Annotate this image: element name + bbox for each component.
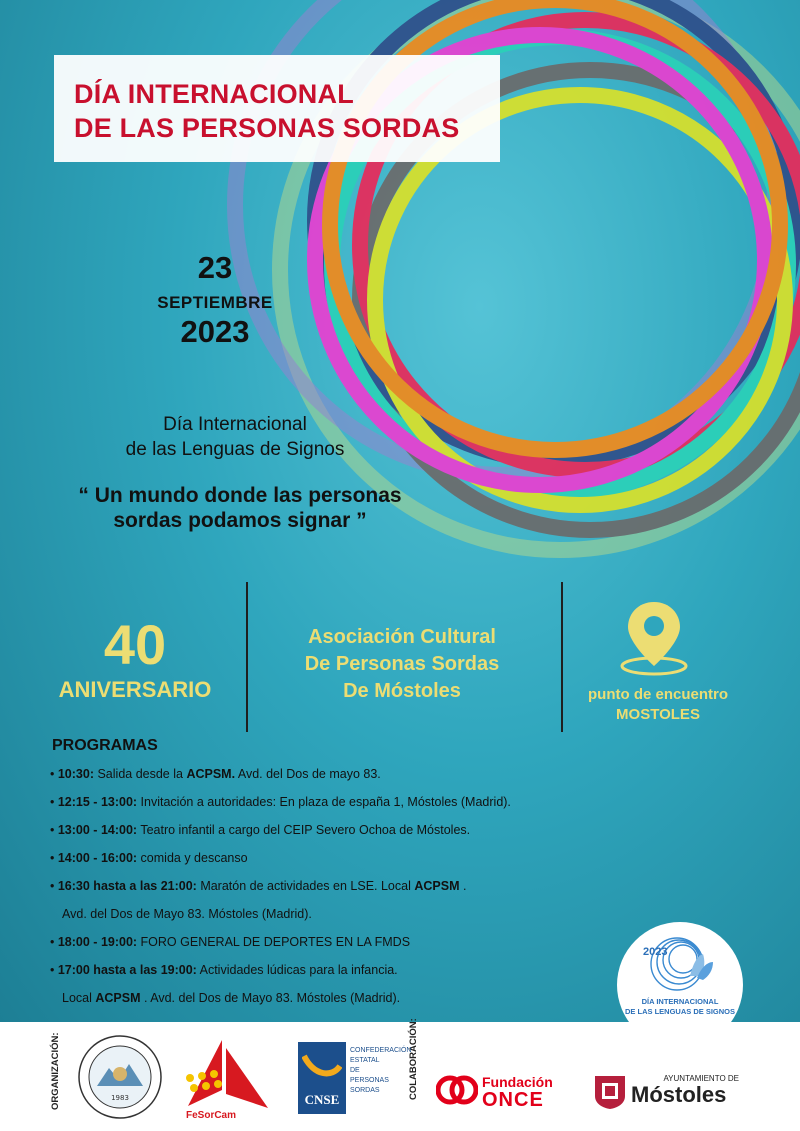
- event-name-line-2: de las Lenguas de Signos: [125, 439, 345, 460]
- motto-line-2: sordas podamos signar ”: [113, 509, 367, 532]
- badge-spiral-icon: [635, 930, 725, 992]
- program-item: • 18:00 - 19:00: FORO GENERAL DE DEPORTES EN LA FMDS: [50, 935, 411, 949]
- anniversary-label: ANIVERSARIO: [58, 677, 212, 702]
- cnse-subtitle-line-2: DE PERSONAS SORDAS: [350, 1067, 389, 1094]
- program-item-continuation: [50, 989, 610, 1007]
- anniversary-number: 40: [103, 613, 167, 676]
- program-item-text-2: .: [459, 879, 467, 893]
- program-item-text: Invitación a autoridades: En plaza de españa 1, Móstoles (Madrid).: [137, 795, 511, 809]
- title-line-2: DE LAS PERSONAS SORDAS: [74, 113, 460, 143]
- program-item: • 17:00 hasta a las 19:00: Actividades lúdicas para la infancia. Local ACPSM . Avd. del Dos de Mayo 83. Móstoles (Madrid).: [50, 961, 610, 1007]
- program-item: • 10:30: Salida desde la ACPSM. Avd. del Dos de mayo 83.: [50, 767, 381, 781]
- fesorcam-logo: [178, 1038, 273, 1120]
- program-item: • 12:15 - 13:00: Invitación a autoridades: En plaza de españa 1, Móstoles (Madrid).: [50, 795, 511, 809]
- mostoles-line-2: Móstoles: [631, 1082, 727, 1107]
- program-item: • 13:00 - 14:00: Teatro infantil a cargo del CEIP Severo Ochoa de Móstoles.: [50, 823, 471, 837]
- program-item-time: 14:00 - 16:00:: [57, 851, 138, 865]
- program-item-text: FORO GENERAL DE DEPORTES EN LA FMDS: [137, 935, 411, 949]
- once-line-1: Fundación: [482, 1074, 553, 1090]
- program-item-text-2: Avd. del Dos de mayo 83.: [235, 767, 381, 781]
- program-item-text: comida y descanso: [137, 851, 248, 865]
- program-item-cont-post: . Avd. del Dos de Mayo 83. Móstoles (Madrid).: [140, 991, 401, 1005]
- cnse-logo: [298, 1042, 412, 1114]
- program-item-text: Actividades lúdicas para la infancia.: [196, 963, 398, 977]
- location-pin-icon: [618, 598, 690, 678]
- program-item-time: 17:00 hasta a las 19:00:: [57, 963, 197, 977]
- program-item: • 14:00 - 16:00: comida y descanso: [50, 851, 248, 865]
- divider-right: [561, 582, 563, 732]
- program-item-time: 10:30:: [57, 767, 94, 781]
- divider-left: [246, 582, 248, 732]
- program-item-cont-pre: Local: [62, 991, 96, 1005]
- program-item-continuation: Avd. del Dos de Mayo 83. Móstoles (Madrid).: [62, 907, 312, 921]
- program-item: • 16:30 hasta a las 21:00: Maratón de actividades en LSE. Local ACPSM . Avd. del Dos de Mayo 83. Móstoles (Madrid).: [50, 877, 610, 923]
- event-name-line-1: Día Internacional: [163, 414, 307, 435]
- cnse-swoosh-icon: [302, 1046, 342, 1082]
- motto-line-1: “ Un mundo donde las personas: [78, 484, 402, 507]
- fesorcam-text: FeSorCam: [186, 1110, 237, 1120]
- program-list: [50, 765, 610, 1017]
- acpsm-seal-logo: [77, 1034, 163, 1120]
- cnse-subtitle: [350, 1046, 412, 1096]
- program-item-time: 18:00 - 19:00:: [57, 935, 138, 949]
- mostoles-shield-icon: [593, 1074, 627, 1110]
- mostoles-logo-text: [631, 1074, 751, 1107]
- association-line-2: De Personas Sordas: [304, 653, 500, 675]
- badge-text: [625, 997, 735, 1017]
- date-year: 2023: [180, 314, 250, 349]
- badge-year: 2023: [643, 946, 668, 958]
- association-name: [262, 624, 542, 705]
- date-day: 23: [197, 250, 233, 285]
- program-item-time: 16:30 hasta a las 21:00:: [57, 879, 197, 893]
- lenguas-signos-badge: [617, 922, 743, 1022]
- date-month: SEPTIEMBRE: [157, 293, 273, 312]
- title-box: [54, 55, 500, 162]
- meeting-point: [570, 685, 746, 725]
- cnse-subtitle-line-1: CONFEDERACIÓN ESTATAL: [350, 1047, 412, 1064]
- program-item-text: Maratón de actividades en LSE. Local: [196, 879, 415, 893]
- program-item-bold: ACPSM: [414, 879, 460, 893]
- motto: [40, 483, 440, 533]
- program-item-cont-bold: ACPSM: [95, 991, 141, 1005]
- badge-line-1: DÍA INTERNACIONAL: [641, 997, 719, 1006]
- program-title: PROGRAMAS: [52, 737, 158, 754]
- association-line-1: Asociación Cultural: [308, 626, 496, 648]
- meeting-point-line-1: punto de encuentro: [588, 686, 728, 703]
- colaboracion-label: COLABORACIÓN:: [408, 1018, 419, 1100]
- acpsm-seal-year: 1983: [111, 1094, 129, 1102]
- association-line-3: De Móstoles: [343, 680, 461, 702]
- program-item-time: 12:15 - 13:00:: [57, 795, 138, 809]
- organizacion-label: ORGANIZACIÓN:: [50, 1032, 61, 1110]
- event-name: [80, 412, 390, 462]
- once-logo-text: [482, 1074, 572, 1110]
- once-line-2: ONCE: [482, 1089, 544, 1111]
- once-rings-icon: [436, 1072, 478, 1108]
- mostoles-line-1: AYUNTAMIENTO DE: [663, 1074, 739, 1083]
- cnse-text: CNSE: [304, 1092, 340, 1107]
- badge-line-2: DE LAS LENGUAS DE SIGNOS: [625, 1007, 736, 1016]
- program-item-text: Teatro infantil a cargo del CEIP Severo Ochoa de Móstoles.: [137, 823, 471, 837]
- title-line-1: DÍA INTERNACIONAL: [74, 79, 354, 109]
- program-item-time: 13:00 - 14:00:: [57, 823, 138, 837]
- meeting-point-line-2: MOSTOLES: [616, 706, 700, 723]
- program-item-text: Salida desde la: [94, 767, 187, 781]
- program-item-bold: ACPSM.: [186, 767, 236, 781]
